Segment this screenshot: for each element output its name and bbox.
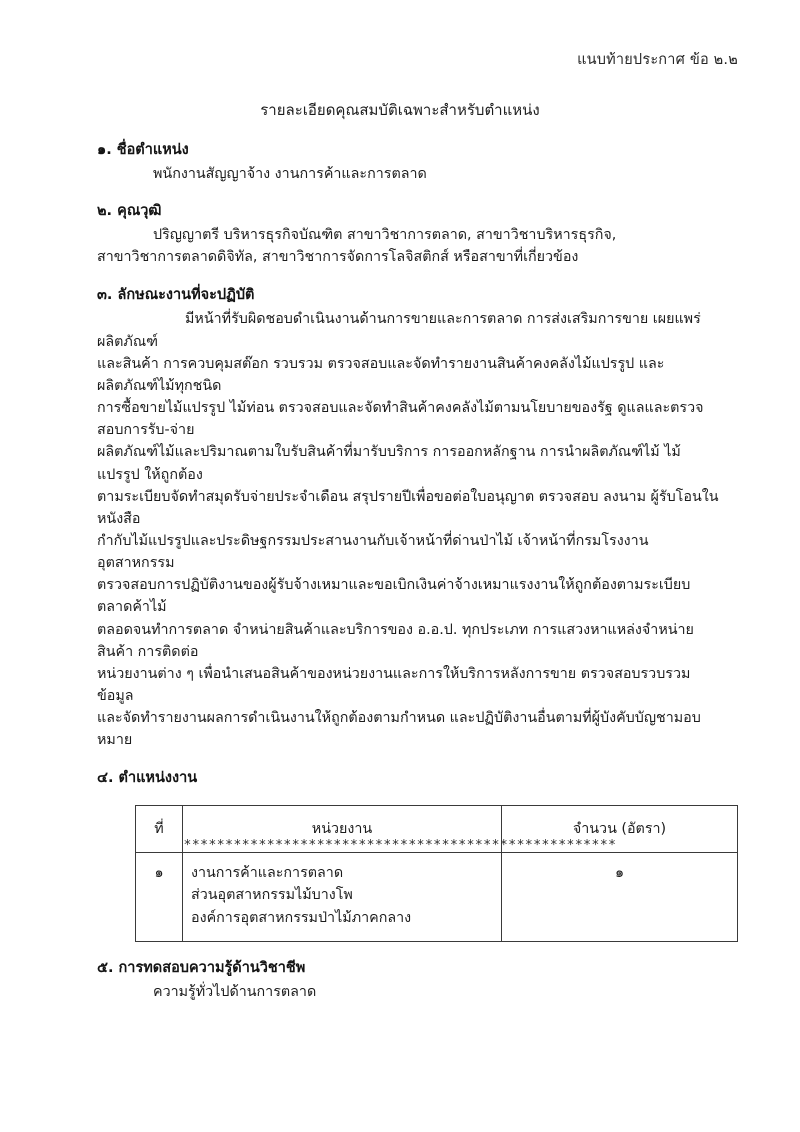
duties-line: [97, 486, 723, 530]
section-1-heading: ๑. ชื่อตำแหน่ง: [97, 142, 189, 158]
section-2-line-1: ปริญญาตรี บริหารธุรกิจบัณฑิต สาขาวิชาการตลาด, สาขาวิชาบริหารธุรกิจ,: [153, 227, 617, 244]
duties-line-text: และสินค้า การควบคุมสต๊อก รวบรวม ตรวจสอบและจัดทำรายงานสินค้าคงคลังไม้แปรรูป และผลิตภัณฑ์ไม้ทุกชนิด: [97, 355, 665, 394]
page-title: รายละเอียดคุณสมบัติเฉพาะสำหรับตำแหน่ง: [260, 101, 540, 119]
duties-paragraph: [97, 308, 723, 751]
duties-line-text: ผลิตภัณฑ์ไม้และปริมาณตามใบรับสินค้าที่มารับบริการ การออกหลักฐาน การนำผลิตภัณฑ์ไม้ ไม้แปรรูป ให้ถูกต้อง: [97, 444, 681, 483]
duties-line: [97, 353, 723, 397]
spacer: [97, 752, 723, 768]
section-5-body: ความรู้ทั่วไปด้านการตลาด: [153, 983, 317, 1000]
section-position-name: [97, 140, 723, 185]
duties-line-text: ตรวจสอบการปฏิบัติงานของผู้รับจ้างเหมาและขอเบิกเงินค่าจ้างเหมาแรงงานให้ถูกต้องตามระเบียบ ตลาดค้าไม้: [97, 577, 691, 616]
duties-line-text: มีหน้าที่รับผิดชอบดำเนินงานด้านการขายและการตลาด การส่งเสริมการขาย เผยแพร่ผลิตภัณฑ์: [97, 311, 701, 350]
duties-line-text: ตลอดจนทำการตลาด จำหน่ายสินค้าและบริการของ อ.อ.ป. ทุกประเภท การแสวงหาแหล่งจำหน่ายสินค้า การติดต่อ: [97, 621, 694, 660]
duties-line: [97, 707, 723, 751]
duties-line: [97, 574, 723, 618]
section-5-heading: ๕. การทดสอบความรู้ด้านวิชาชีพ: [97, 959, 306, 976]
cell-row-no: ๑: [136, 853, 183, 941]
column-header-unit: หน่วยงาน: [183, 806, 502, 853]
duties-line: [97, 397, 723, 441]
duties-line: [97, 619, 723, 663]
duties-line-text: การซื้อขายไม้แปรรูป ไม้ท่อน ตรวจสอบและจัดทำสินค้าคงคลังไม้ตามนโยบายของรัฐ ดูแลและตรวจสอบการรับ-จ่าย: [97, 400, 704, 439]
duties-line-text: และจัดทำรายงานผลการดำเนินงานให้ถูกต้องตามกำหนด และปฏิบัติงานอื่นตามที่ผู้บังคับบัญชามอบหมาย: [97, 710, 701, 749]
section-2-heading: ๒. คุณวุฒิ: [97, 203, 162, 220]
unit-line-1: งานการค้าและการตลาด: [191, 865, 344, 882]
cell-unit: [183, 853, 502, 941]
duties-line-text: หน่วยงานต่าง ๆ เพื่อนำเสนอสินค้าของหน่วยงานและการให้บริการหลังการขาย ตรวจสอบรวบรวมข้อมูล: [97, 665, 691, 705]
attachment-note: แนบท้ายประกาศ ข้อ ๒.๒: [577, 52, 738, 68]
unit-line-3: องค์การอุตสาหกรรมป่าไม้ภาคกลาง: [191, 909, 412, 926]
cell-count: ๑: [502, 853, 738, 941]
column-header-no: ที่: [136, 806, 183, 853]
spacer: [97, 942, 723, 958]
job-positions-table: [135, 805, 738, 941]
duties-line: [97, 663, 723, 707]
duties-line: [97, 308, 723, 352]
section-qualification: [97, 201, 723, 268]
section-3-heading: ๓. ลักษณะงานที่จะปฏิบัติ: [97, 286, 255, 303]
column-header-count: จำนวน (อัตรา): [502, 806, 738, 853]
section-duties: [97, 285, 723, 752]
duties-line: [97, 530, 723, 574]
duties-line-text: กำกับไม้แปรรูปและประดิษฐกรรมประสานงานกับเจ้าหน้าที่ด่านป่าไม้ เจ้าหน้าที่กรมโรงงานอุตสาหกรรม: [97, 532, 649, 572]
section-job-positions: [97, 768, 723, 942]
table-row: [136, 853, 738, 941]
footer-separator: ****************************************************: [183, 838, 617, 853]
section-4-heading: ๔. ตำแหน่งงาน: [97, 769, 198, 786]
duties-line: [97, 441, 723, 485]
spacer: [97, 269, 723, 285]
unit-line-2: ส่วนอุตสาหกรรมไม้บางโพ: [191, 887, 353, 904]
document-body: [97, 140, 723, 1003]
section-2-line-2: สาขาวิชาการตลาดดิจิทัล, สาขาวิชาการจัดการโลจิสติกส์ หรือสาขาที่เกี่ยวข้อง: [97, 248, 579, 265]
section-1-body: พนักงานสัญญาจ้าง งานการค้าและการตลาด: [153, 165, 427, 182]
duties-line-text: ตามระเบียบจัดทำสมุดรับจ่ายประจำเดือน สรุปรายปีเพื่อขอต่อใบอนุญาต ตรวจสอบ ลงนาม ผู้รับโอนในหนังสือ: [97, 488, 719, 527]
spacer: [97, 185, 723, 201]
section-knowledge-test: [97, 958, 723, 1003]
